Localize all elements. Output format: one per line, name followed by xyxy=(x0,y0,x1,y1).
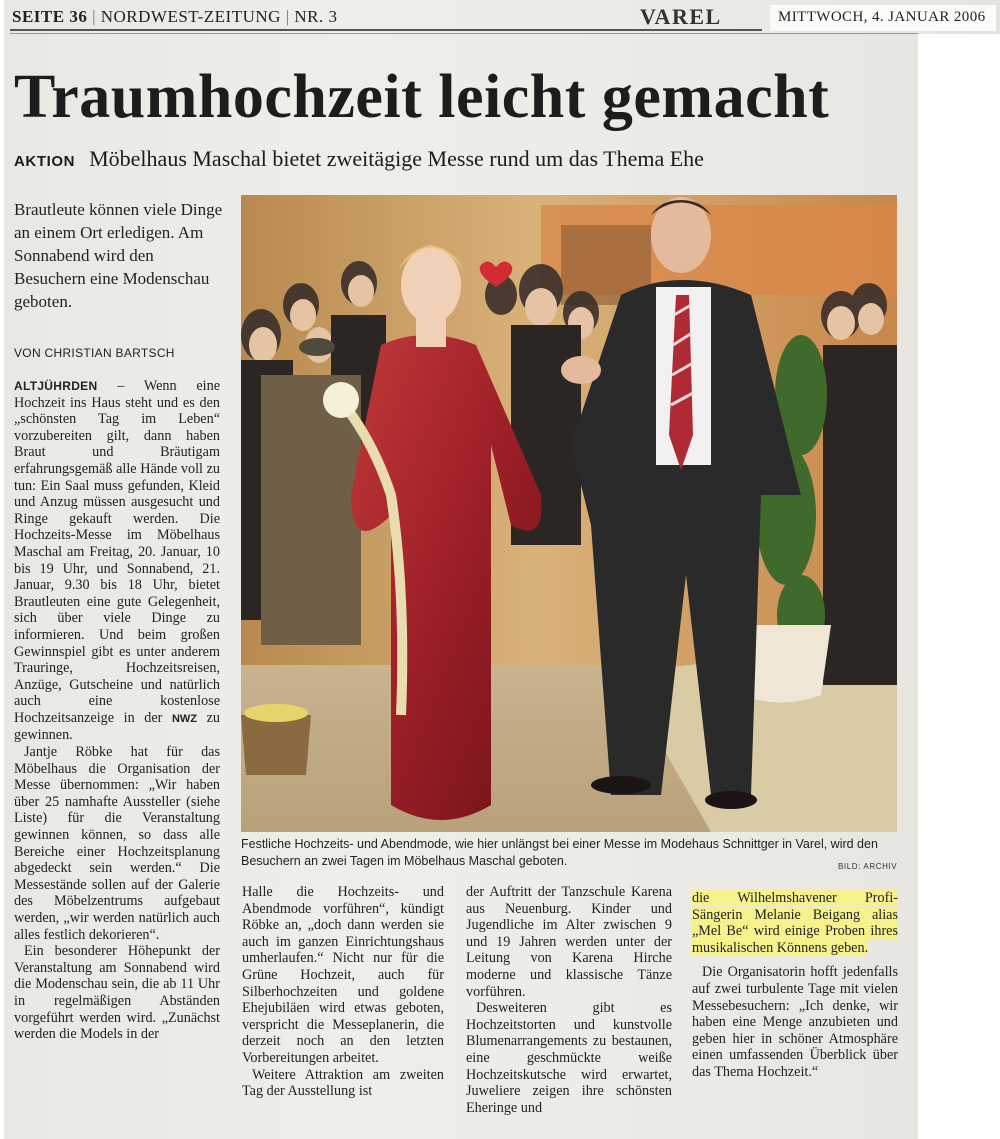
paragraph: Weitere Attraktion am zweiten Tag der Ausstellung ist xyxy=(242,1066,444,1100)
paragraph: der Auftritt der Tanzschule Karena aus Neuenburg. Kinder und Jugendliche im Alter zwischen 9 und 19 Jahren werden unter der Leitung von Karena Hirche moderne und klassische Tänze vorführen. xyxy=(466,884,672,1000)
paragraph: Desweiteren gibt es Hochzeitstorten und kunstvolle Blumenarrangements zu bestaunen, eine geschmückte weiße Hochzeitskutsche wird erwartet, Juweliere zeigen ihre schönsten Eheringe und xyxy=(466,1000,672,1116)
article-photo xyxy=(241,195,897,832)
issue-date: MITTWOCH, 4. JANUAR 2006 xyxy=(778,9,986,25)
page-header xyxy=(12,4,756,28)
issue-number: NR. 3 xyxy=(294,7,338,26)
photo-illustration xyxy=(241,195,897,832)
article-column-3 xyxy=(466,884,672,1116)
header-rule-thin xyxy=(10,33,918,34)
headline: Traumhochzeit leicht gemacht xyxy=(14,63,830,131)
paragraph xyxy=(14,378,220,744)
header-rule xyxy=(10,29,762,31)
paragraph-end: zu gewinnen. xyxy=(14,709,220,744)
paragraph: Die Organisatorin hofft jedenfalls auf zwei turbulente Tage mit vielen Messebesuchern: „Ich denke, wir haben eine Menge anzubieten und geben hier in schöner Atmosphäre einen umfassenden Überblick über das Thema Hochzeit.“ xyxy=(692,964,898,1080)
paragraph-text: – Wenn eine Hochzeit ins Haus steht und es den „schönsten Tag im Leben“ vorzubereiten gilt, dann haben Braut und Bräutigam erfahrungsgemäß alle Hände voll zu tun: Ein Saal muss gefunden, Kleid und Anzug müssen ausgesucht und Ringe gekauft werden. Die Hochzeits-Messe im Möbelhaus Maschal am Freitag, 20. Januar, 10 bis 19 Uhr, und Sonnabend, 21. Januar, 9.30 bis 18 Uhr, bietet Brautleuten eine gute Gelegenheit, sich über viele Dinge zu informieren. Und beim großen Gewinnspiel gibt es unter anderem Trauringe, Hochzeitsreisen, Anzüge, Gutscheine und natürlich auch eine kostenlose Hochzeitsanzeige in der xyxy=(14,378,220,726)
paper-name: NORDWEST-ZEITUNG xyxy=(100,7,281,26)
intro-text: Brautleute können viele Dinge an einem Ort erledigen. Am Sonnabend wird den Besuchern eine Modenschau geboten. xyxy=(14,200,223,311)
highlighted-text: die Wilhelmshavener Profi-Sängerin Melanie Beigang alias „Mel Be“ wird einige Proben ihres musikalischen Könnens geben. xyxy=(692,890,898,956)
paragraph: Jantje Röbke hat für das Möbelhaus die Organisation der Messe übernommen: „Wir haben über 25 namhafte Aussteller (siehe Liste) für die Veranstaltung gewinnen können, so dass alle Bereiche einer Hochzeitsplanung abgedeckt sein werden.“ Die Messestände sollen auf der Galerie des Möbelzentrums aufgebaut werden, „wir werden natürlich auch alles festlich dekorieren“. xyxy=(14,744,220,943)
paragraph: Halle die Hochzeits- und Abendmode vorführen“, kündigt Röbke an, „doch dann werden sie auch im ganzen Einrichtungshaus umherlaufen.“ Nicht nur für die Grüne Hochzeit, auch für Silberhochzeiten und goldene Ehejubiläen wird etwas geboten, verspricht die Messeplanerin, die derzeit noch an den letzten Vorbereitungen arbeitet. xyxy=(242,884,444,1066)
nwz-label: NWZ xyxy=(171,712,198,725)
page-number: SEITE 36 xyxy=(12,7,88,26)
subheadline: Möbelhaus Maschal bietet zweitägige Messe rund um das Thema Ehe xyxy=(89,146,704,171)
dateline: ALTJÜHRDEN xyxy=(14,379,98,393)
photo-caption: Festliche Hochzeits- und Abendmode, wie hier unlängst bei einer Messe im Modehaus Schnittger in Varel, wird den Besuchern an zwei Tagen im Möbelhaus Maschal geboten. xyxy=(241,837,878,868)
photo-credit: BILD: ARCHIV xyxy=(838,862,898,871)
byline: VON CHRISTIAN BARTSCH xyxy=(14,346,175,360)
page-margin xyxy=(918,34,1000,1139)
article-column-4 xyxy=(692,890,898,1081)
section-name: VAREL xyxy=(640,4,722,29)
paragraph: Ein besonderer Höhepunkt der Veranstaltung am Sonnabend wird die Modenschau sein, die ab 11 Uhr in regelmäßigen Abständen vorgeführt werden wird. „Zunächst werden die Models in der xyxy=(14,943,220,1043)
subheadline-row xyxy=(14,146,704,172)
header-left: SEITE 36 | NORDWEST-ZEITUNG | NR. 3 xyxy=(12,7,338,26)
article-column-2 xyxy=(242,884,444,1100)
kicker: AKTION xyxy=(14,153,76,170)
article-column-1 xyxy=(14,378,220,1043)
paragraph xyxy=(692,890,898,956)
